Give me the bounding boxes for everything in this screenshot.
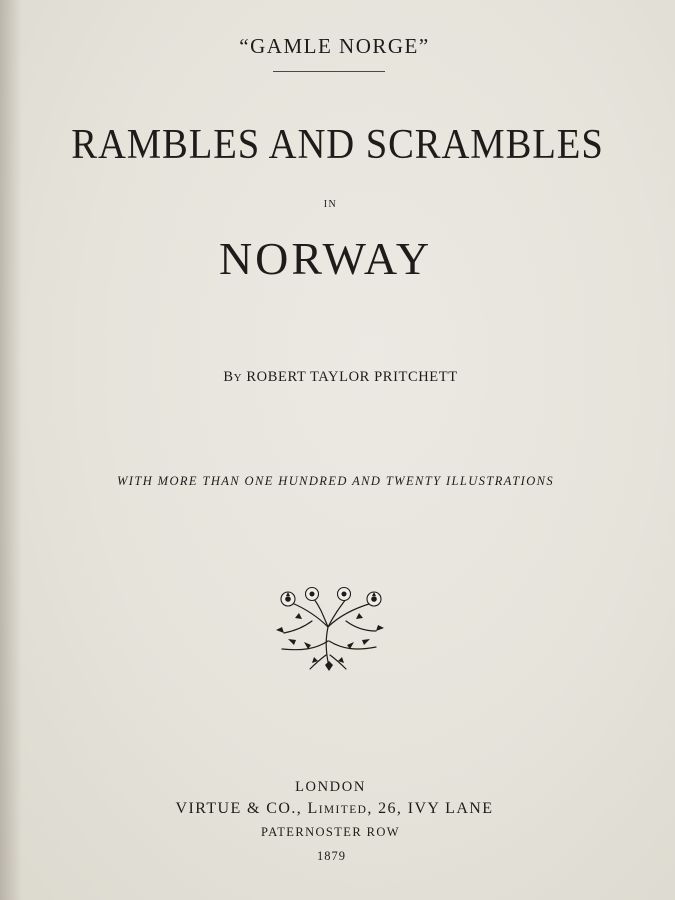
title-connector: IN — [323, 199, 338, 210]
author-byline — [3, 369, 675, 386]
floral-vignette-icon — [268, 583, 390, 673]
publisher-start: VIRTUE & CO., L — [175, 800, 319, 817]
imprint-publisher — [0, 800, 672, 818]
illustrations-note: WITH MORE THAN ONE HUNDRED AND TWENTY ILLUSTRATIONS — [116, 474, 555, 488]
book-title-line2: NORWAY — [218, 233, 433, 284]
byline-prefix-initial: B — [223, 369, 234, 385]
author-name: ROBERT TAYLOR PRITCHETT — [246, 369, 458, 385]
imprint-city: LONDON — [295, 779, 366, 795]
book-subtitle: “GAMLE NORGE” — [239, 34, 430, 58]
publisher-small: IMITED — [318, 804, 368, 816]
book-title-line1: RAMBLES AND SCRAMBLES — [71, 122, 604, 168]
publisher-end: , 26, IVY LANE — [367, 800, 494, 817]
byline-prefix-rest: Y — [233, 372, 243, 384]
subtitle-rule — [273, 71, 385, 72]
page-edge-shadow — [0, 0, 22, 900]
imprint-year: 1879 — [317, 849, 346, 863]
imprint-street: PATERNOSTER ROW — [261, 825, 400, 839]
